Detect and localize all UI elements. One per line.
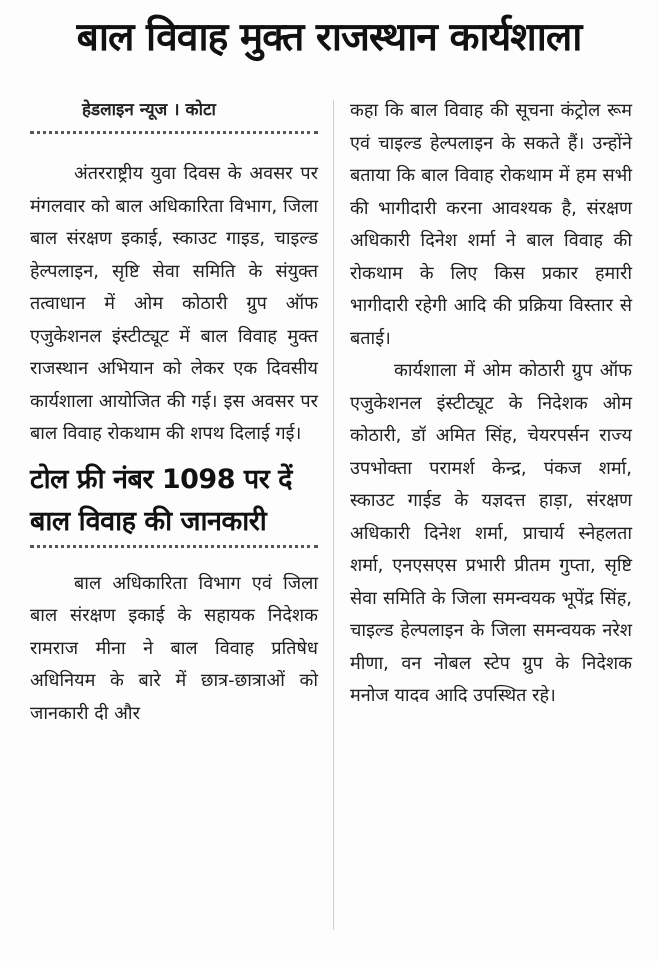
article-paragraph-2: बाल अधिकारिता विभाग एवं जिला बाल संरक्षण इकाई के सहायक निदेशक रामराज मीना ने बाल विवाह प्रतिषेध अधिनियम के बारे में छात्र-छात्राओं को जानकारी दी और <box>30 572 318 724</box>
left-column <box>30 95 318 730</box>
column-divider <box>333 100 334 930</box>
article-paragraph-1: अंतरराष्ट्रीय युवा दिवस के अवसर पर मंगलवार को बाल अधिकारिता विभाग, जिला बाल संरक्षण इकाई, स्काउट गाइड, चाइल्ड हेल्पलाइन, सृष्टि सेवा समिति के संयुक्त तत्वाधान में ओम कोठारी ग्रुप ऑफ एजुकेशनल इंस्टीट्यूट में बाल विवाह मुक्त राजस्थान अभियान को लेकर एक दिवसीय कार्यशाला आयोजित की गई। इस अवसर पर बाल विवाह रोकथाम की शपथ दिलाई गई। <box>30 163 318 444</box>
article-paragraph-4: कार्यशाला में ओम कोठारी ग्रुप ऑफ एजुकेशनल इंस्टीट्यूट के निदेशक ओम कोठारी, डॉ अमित सिंह, चेयरपर्सन राज्य उपभोक्ता परामर्श केन्द्र, पंकज शर्मा, स्काउट गाईड के यज्ञदत्त हाड़ा, संरक्षण अधिकारी दिनेश शर्मा, प्राचार्य स्नेहलता शर्मा, एनएसएस प्रभारी प्रीतम गुप्ता, सृष्टि सेवा समिति के जिला समन्वयक भूपेंद्र सिंह, चाइल्ड हेल्पलाइन के जिला समन्वयक नरेश मीणा, वन नोबल स्टेप ग्रुप के निदेशक मनोज यादव आदि उपस्थित रहे। <box>350 360 632 706</box>
right-column <box>350 95 632 713</box>
article-paragraph-3: कहा कि बाल विवाह की सूचना कंट्रोल रूम एवं चाइल्ड हेल्पलाइन के सकते हैं। उन्होंने बताया कि बाल विवाह रोकथाम में हम सभी की भागीदारी करना आवश्यक है, संरक्षण अधिकारी दिनेश शर्मा ने बाल विवाह की रोकथाम के लिए किस प्रकार हमारी भागीदारी रहेगी आदि की प्रक्रिया विस्तार से बताई। <box>350 100 632 349</box>
spacer <box>30 548 318 568</box>
headline: बाल विवाह मुक्त राजस्थान कार्यशाला <box>76 15 582 60</box>
subheading: टोल फ्री नंबर 1098 पर दें बाल विवाह की जानकारी <box>30 463 293 537</box>
dateline: हेडलाइन न्यूज । कोटा <box>82 100 216 120</box>
spacer <box>30 134 318 158</box>
